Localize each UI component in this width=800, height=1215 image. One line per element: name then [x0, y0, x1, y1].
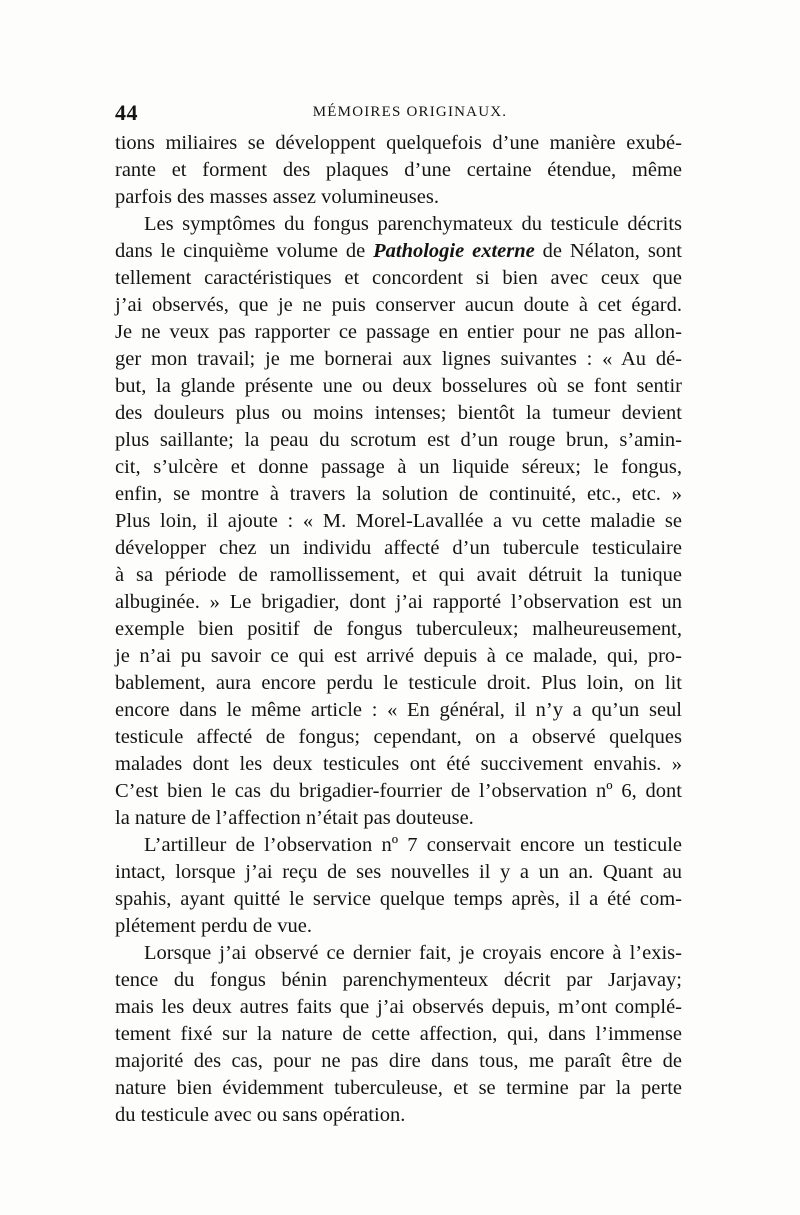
text-line: testicule affecté de fongus; cependant, on a observé quelques: [115, 726, 682, 748]
text-line: Les symptômes du fongus parenchymateux du testicule décrits: [144, 213, 682, 235]
text-line: enfin, se montre à travers la solution de continuité, etc., etc. »: [115, 483, 682, 505]
text-line: albuginée. » Le brigadier, dont j’ai rapporté l’observation est un: [115, 591, 682, 613]
text-line: j’ai observés, que je ne puis conserver aucun doute à cet égard.: [115, 294, 682, 316]
book-title-italic: Pathologie externe: [373, 240, 535, 262]
text-line: nature bien évidemment tuberculeuse, et se termine par la perte: [115, 1077, 682, 1099]
text-line: intact, lorsque j’ai reçu de ses nouvelles il y a un an. Quant au: [115, 861, 682, 883]
text-line: je n’ai pu savoir ce qui est arrivé depuis à ce malade, qui, pro-: [115, 645, 682, 667]
text-line: exemple bien positif de fongus tuberculeux; malheureusement,: [115, 618, 682, 640]
text-line: malades dont les deux testicules ont été succivement envahis. »: [115, 753, 682, 775]
page-header: [115, 100, 685, 124]
text-line: Lorsque j’ai observé ce dernier fait, je croyais encore à l’exis-: [144, 942, 682, 964]
text-line: L’artilleur de l’observation nº 7 conservait encore un testicule: [144, 834, 682, 856]
running-title: MÉMOIRES ORIGINAUX.: [312, 104, 508, 120]
text-line: spahis, ayant quitté le service quelque temps après, il a été com-: [115, 888, 682, 910]
text-line: développer chez un individu affecté d’un tubercule testiculaire: [115, 537, 682, 559]
text-line: des douleurs plus ou moins intenses; bientôt la tumeur devient: [115, 402, 682, 424]
text-line: tement fixé sur la nature de cette affection, qui, dans l’immense: [115, 1023, 682, 1045]
text-line: plus saillante; la peau du scrotum est d’un rouge brun, s’amin-: [115, 429, 682, 451]
text-line: du testicule avec ou sans opération.: [115, 1104, 406, 1126]
text-line: tellement caractéristiques et concordent si bien avec ceux que: [115, 267, 682, 289]
page-number: 44: [115, 100, 138, 125]
text-line: tence du fongus bénin parenchymenteux décrit par Jarjavay;: [115, 969, 682, 991]
text-line: mais les deux autres faits que j’ai observés depuis, m’ont complé-: [115, 996, 682, 1018]
text-line: [115, 238, 682, 265]
text-line: la nature de l’affection n’était pas douteuse.: [115, 807, 474, 829]
text-line: Plus loin, il ajoute : « M. Morel-Lavallée a vu cette maladie se: [115, 510, 682, 532]
text-line: à sa période de ramollissement, et qui avait détruit la tunique: [115, 564, 682, 586]
text-segment: dans le cinquième volume de: [115, 240, 374, 262]
text-line: parfois des masses assez volumineuses.: [115, 186, 439, 208]
text-line: Je ne veux pas rapporter ce passage en entier pour ne pas allon-: [115, 321, 682, 343]
text-line: but, la glande présente une ou deux bosselures où se font sentir: [115, 375, 682, 397]
text-line: majorité des cas, pour ne pas dire dans tous, me paraît être de: [115, 1050, 682, 1072]
text-line: plétement perdu de vue.: [115, 915, 312, 937]
text-line: rante et forment des plaques d’une certaine étendue, même: [115, 159, 682, 181]
text-line: cit, s’ulcère et donne passage à un liquide séreux; le fongus,: [115, 456, 682, 478]
body-text: [115, 130, 682, 1129]
text-segment: de Nélaton, sont: [534, 240, 682, 262]
text-line: encore dans le même article : « En général, il n’y a qu’un seul: [115, 699, 682, 721]
text-line: ger mon travail; je me bornerai aux lignes suivantes : « Au dé-: [115, 348, 682, 370]
text-line: C’est bien le cas du brigadier-fourrier de l’observation nº 6, dont: [115, 780, 682, 802]
text-line: bablement, aura encore perdu le testicule droit. Plus loin, on lit: [115, 672, 682, 694]
text-line: tions miliaires se développent quelquefois d’une manière exubé-: [115, 132, 682, 154]
